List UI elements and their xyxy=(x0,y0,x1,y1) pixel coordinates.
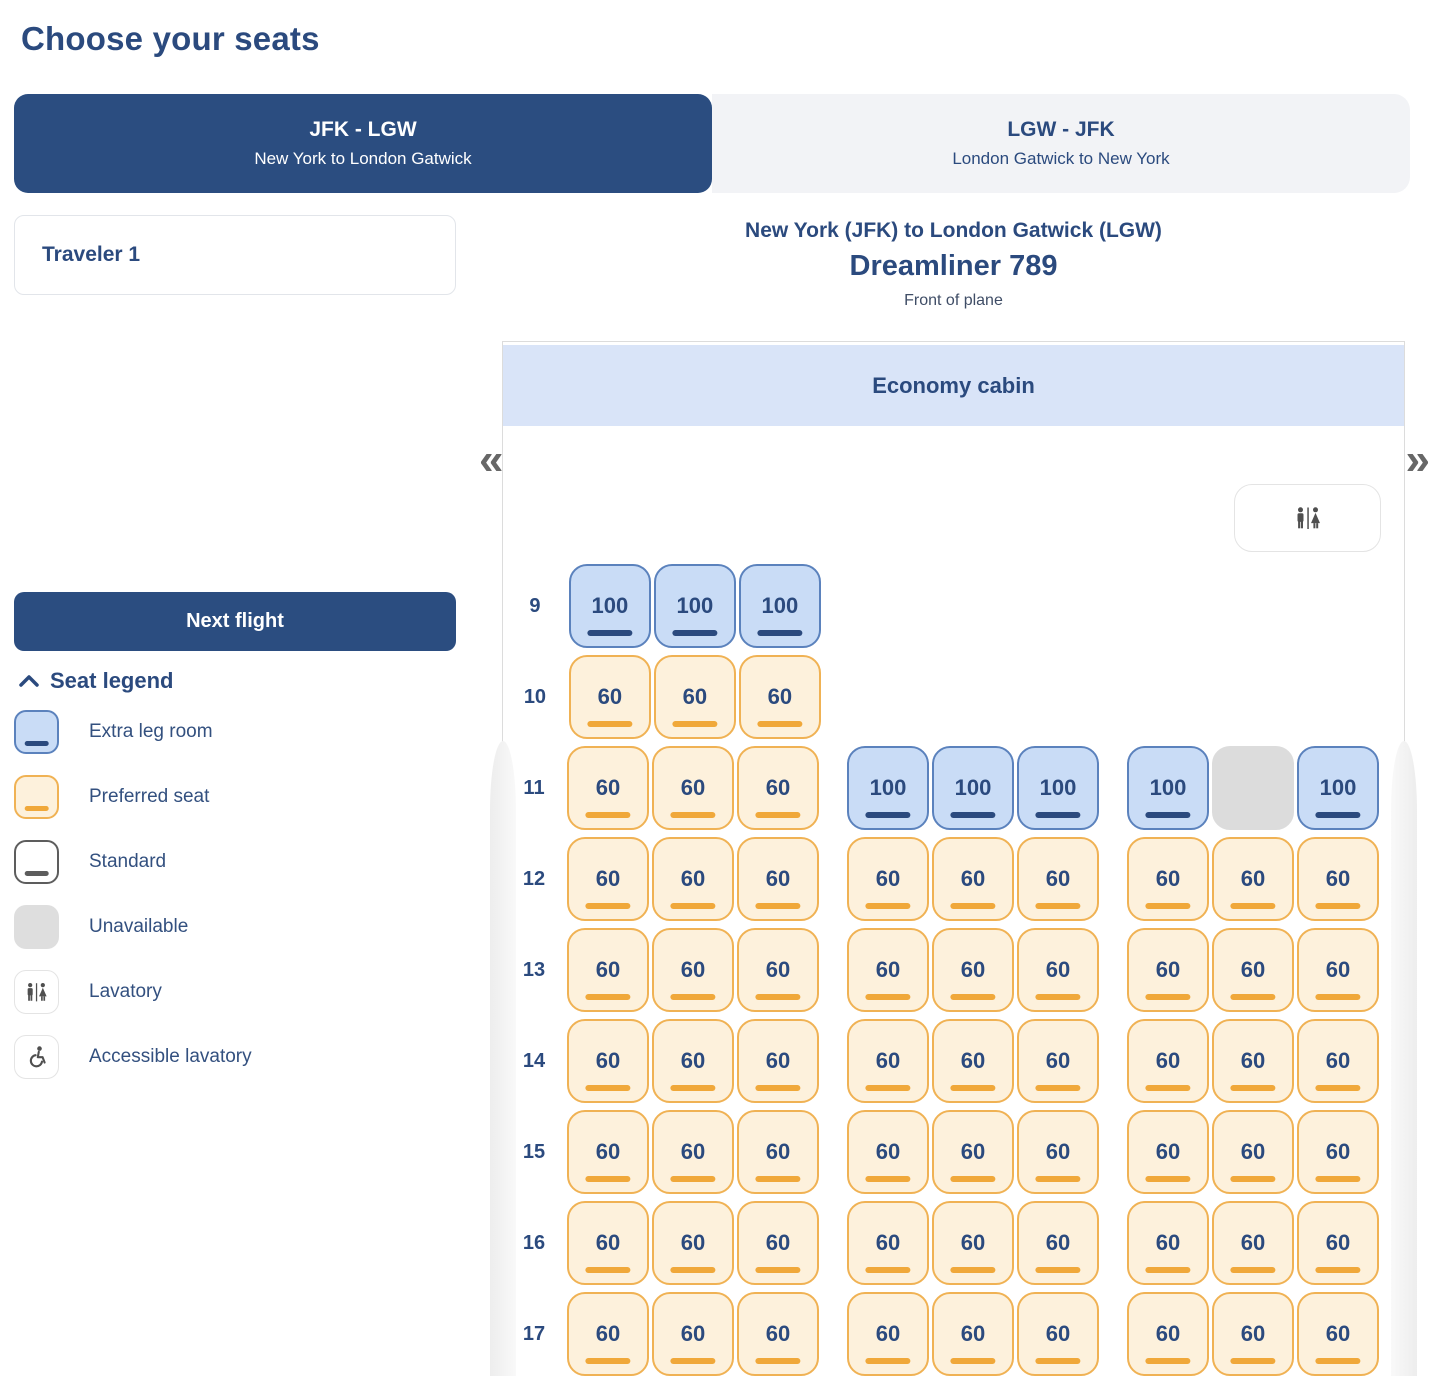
seat-group xyxy=(847,746,1099,830)
seat-bar xyxy=(755,994,800,1000)
seat-bar xyxy=(585,1085,630,1091)
wheelchair-icon xyxy=(14,1035,59,1079)
seat-bar xyxy=(670,1267,715,1273)
seat[interactable] xyxy=(932,928,1014,1012)
seat[interactable] xyxy=(652,1110,734,1194)
tab-code: LGW - JFK xyxy=(1007,118,1115,141)
seat-group xyxy=(567,1110,819,1194)
seat-bar xyxy=(1145,994,1190,1000)
seat[interactable] xyxy=(847,1201,929,1285)
seat-price: 60 xyxy=(765,866,791,891)
seat[interactable] xyxy=(737,1019,819,1103)
seat-price: 60 xyxy=(1325,1230,1351,1255)
tab-lgw-jfk[interactable] xyxy=(712,94,1410,193)
seat-bar xyxy=(670,812,715,818)
seat-price: 100 xyxy=(869,775,907,800)
seat-price: 60 xyxy=(1325,957,1351,982)
map-orientation-label: Front of plane xyxy=(904,292,1003,309)
tab-route: London Gatwick to New York xyxy=(952,149,1170,168)
seat-price: 100 xyxy=(1149,775,1187,800)
map-aircraft-title: Dreamliner 789 xyxy=(849,250,1058,282)
seat-price: 60 xyxy=(1240,1321,1266,1346)
seat-bar xyxy=(1230,903,1275,909)
seat-price: 60 xyxy=(960,957,986,982)
seat-bar xyxy=(865,994,910,1000)
seat-bar xyxy=(587,721,632,727)
restroom-icon xyxy=(1292,506,1324,531)
seat[interactable] xyxy=(737,1201,819,1285)
seat[interactable] xyxy=(932,1292,1014,1376)
seat[interactable] xyxy=(1127,1201,1209,1285)
seat-price: 60 xyxy=(680,866,706,891)
restroom-icon xyxy=(14,970,59,1014)
seat-group xyxy=(1127,746,1379,830)
seat-price: 60 xyxy=(960,866,986,891)
standard-seat-icon xyxy=(14,840,59,884)
seat[interactable] xyxy=(739,655,821,739)
seat[interactable] xyxy=(652,928,734,1012)
seat-price: 60 xyxy=(1155,1321,1181,1346)
seat-price: 60 xyxy=(960,1321,986,1346)
seat-bar xyxy=(1315,994,1360,1000)
seat-bar xyxy=(585,903,630,909)
seat-price: 60 xyxy=(1240,957,1266,982)
seat[interactable] xyxy=(1017,928,1099,1012)
seat-price: 60 xyxy=(765,1230,791,1255)
seat[interactable] xyxy=(1297,837,1379,921)
legend-label: Standard xyxy=(89,851,167,872)
seat-bar xyxy=(950,1267,995,1273)
seat[interactable] xyxy=(932,837,1014,921)
seat-bar xyxy=(585,1267,630,1273)
seat-row xyxy=(521,564,1379,648)
seat-bar xyxy=(755,1085,800,1091)
seat-bar xyxy=(865,1358,910,1364)
seat-bar xyxy=(757,721,802,727)
seat-price: 60 xyxy=(1240,866,1266,891)
seat-price: 60 xyxy=(680,1139,706,1164)
seat-price: 60 xyxy=(765,957,791,982)
seat-group xyxy=(1127,837,1379,921)
seat-price: 60 xyxy=(960,1139,986,1164)
seat-bar xyxy=(1145,1267,1190,1273)
seat-group xyxy=(567,1292,819,1376)
seat[interactable] xyxy=(1017,1292,1099,1376)
seat[interactable] xyxy=(1212,1201,1294,1285)
seat-price: 60 xyxy=(1240,1230,1266,1255)
seat-bar xyxy=(1230,1176,1275,1182)
seat[interactable] xyxy=(652,1019,734,1103)
seat-price: 60 xyxy=(1045,1230,1071,1255)
legend-label: Lavatory xyxy=(89,981,162,1002)
seat-bar xyxy=(1315,903,1360,909)
seat-price: 100 xyxy=(676,593,714,618)
seat-group xyxy=(1127,1201,1379,1285)
seat-bar xyxy=(585,812,630,818)
seat[interactable] xyxy=(569,655,651,739)
legend-label: Preferred seat xyxy=(89,786,210,807)
fuselage-right-edge xyxy=(1391,741,1417,1376)
seat-price: 60 xyxy=(680,1321,706,1346)
seat-bar xyxy=(1315,1358,1360,1364)
seat[interactable] xyxy=(739,564,821,648)
seat-bar xyxy=(1315,1085,1360,1091)
seat-price: 60 xyxy=(1325,866,1351,891)
seat-row xyxy=(521,1019,1379,1103)
legend-item-unavailable xyxy=(14,905,456,949)
seat-bar xyxy=(670,1176,715,1182)
seat-bar xyxy=(950,1176,995,1182)
seat-price: 100 xyxy=(591,593,629,618)
seat-bar xyxy=(755,812,800,818)
page-title: Choose your seats xyxy=(21,20,320,57)
seat-price: 60 xyxy=(1240,1139,1266,1164)
seat[interactable] xyxy=(1017,1110,1099,1194)
seat-bar xyxy=(1145,1358,1190,1364)
seat[interactable] xyxy=(932,1019,1014,1103)
seat[interactable] xyxy=(932,1201,1014,1285)
seat[interactable] xyxy=(652,837,734,921)
seat[interactable] xyxy=(847,1110,929,1194)
row-number: 11 xyxy=(523,776,545,799)
seat[interactable] xyxy=(1127,1019,1209,1103)
seat-bar xyxy=(950,812,995,818)
seat[interactable] xyxy=(567,1110,649,1194)
seat-row xyxy=(521,837,1379,921)
tab-code: JFK - LGW xyxy=(309,118,417,141)
seat-row xyxy=(521,1110,1379,1194)
seat[interactable] xyxy=(1017,837,1099,921)
seat-price: 60 xyxy=(765,1048,791,1073)
seat[interactable] xyxy=(1212,837,1294,921)
seat[interactable] xyxy=(1127,1292,1209,1376)
legend-item-extra-leg-room xyxy=(14,710,456,754)
seat-bar xyxy=(585,1176,630,1182)
seat-bar xyxy=(950,1358,995,1364)
seat-bar xyxy=(1145,1176,1190,1182)
seat-unavailable xyxy=(1212,746,1294,830)
row-number: 9 xyxy=(529,594,541,617)
seat[interactable] xyxy=(1017,1201,1099,1285)
seat-bar xyxy=(1315,812,1360,818)
legend-item-lavatory xyxy=(14,970,456,1014)
seat-legend xyxy=(14,668,456,1100)
seat-row xyxy=(521,928,1379,1012)
seat[interactable] xyxy=(567,1292,649,1376)
legend-item-accessible-lavatory xyxy=(14,1035,456,1079)
seat-bar xyxy=(1230,1267,1275,1273)
seat[interactable] xyxy=(1297,928,1379,1012)
seat-bar xyxy=(1035,1267,1080,1273)
seat-bar xyxy=(587,630,632,636)
seat-price: 60 xyxy=(1155,866,1181,891)
seat-price: 60 xyxy=(875,957,901,982)
seat-price: 60 xyxy=(1045,1139,1071,1164)
seat[interactable] xyxy=(737,928,819,1012)
seat[interactable] xyxy=(1127,1110,1209,1194)
seat-price: 60 xyxy=(765,1321,791,1346)
seat-bar xyxy=(865,812,910,818)
seat-bar xyxy=(585,994,630,1000)
seat[interactable] xyxy=(567,1201,649,1285)
seat-legend-title: Seat legend xyxy=(50,668,174,693)
seat[interactable] xyxy=(654,655,736,739)
seat[interactable] xyxy=(652,1292,734,1376)
seat[interactable] xyxy=(1212,928,1294,1012)
flight-tabs xyxy=(14,94,1410,193)
seat-group xyxy=(567,1019,819,1103)
seat-price: 60 xyxy=(682,684,708,709)
seat-group xyxy=(847,1201,1099,1285)
seat-bar xyxy=(755,1358,800,1364)
seat-bar xyxy=(1035,903,1080,909)
chevron-up-icon xyxy=(18,674,40,688)
seat-price: 60 xyxy=(767,684,793,709)
row-number: 16 xyxy=(522,1231,546,1254)
fuselage-left-edge xyxy=(490,741,516,1376)
seat[interactable] xyxy=(847,928,929,1012)
seat-price: 60 xyxy=(1045,957,1071,982)
seat-price: 60 xyxy=(680,775,706,800)
seat-bar xyxy=(950,1085,995,1091)
seat-bar xyxy=(865,1176,910,1182)
map-route-header: New York (JFK) to London Gatwick (LGW) xyxy=(745,219,1162,242)
seat-row xyxy=(521,655,1379,739)
legend-label: Extra leg room xyxy=(89,721,213,742)
seat-price: 60 xyxy=(595,866,621,891)
seat[interactable] xyxy=(737,1292,819,1376)
seat-group xyxy=(569,655,821,739)
seat-bar xyxy=(865,903,910,909)
seat[interactable] xyxy=(1017,746,1099,830)
seat[interactable] xyxy=(847,746,929,830)
seat-row xyxy=(521,746,1379,830)
seat-price: 60 xyxy=(960,1048,986,1073)
seat-bar xyxy=(755,1176,800,1182)
seat-bar xyxy=(950,903,995,909)
seat[interactable] xyxy=(932,746,1014,830)
seat-price: 100 xyxy=(1039,775,1077,800)
seat-bar xyxy=(1035,1085,1080,1091)
seat-bar xyxy=(865,1267,910,1273)
seat[interactable] xyxy=(567,1019,649,1103)
seat[interactable] xyxy=(847,837,929,921)
tab-jfk-lgw[interactable] xyxy=(14,94,712,193)
seat-price: 60 xyxy=(875,1230,901,1255)
seat-price: 100 xyxy=(954,775,992,800)
seat-group xyxy=(1127,1292,1379,1376)
seat-bar xyxy=(585,1358,630,1364)
seat[interactable] xyxy=(847,1019,929,1103)
seat[interactable] xyxy=(1297,1201,1379,1285)
seat-group xyxy=(847,1292,1099,1376)
seat[interactable] xyxy=(737,746,819,830)
seat-rows xyxy=(521,564,1379,1376)
row-number: 15 xyxy=(522,1140,546,1163)
seat-price: 60 xyxy=(960,1230,986,1255)
traveler-label: Traveler 1 xyxy=(42,243,141,266)
seat-price: 100 xyxy=(761,593,799,618)
seat-group xyxy=(847,1110,1099,1194)
seat-bar xyxy=(1315,1176,1360,1182)
economy-cabin-banner: Economy cabin xyxy=(503,345,1404,426)
seat-bar xyxy=(1230,994,1275,1000)
seat-bar xyxy=(670,1358,715,1364)
seat[interactable] xyxy=(1127,837,1209,921)
scroll-left-icon[interactable]: « xyxy=(479,435,504,484)
seat[interactable] xyxy=(932,1110,1014,1194)
seat-group xyxy=(1127,928,1379,1012)
seat[interactable] xyxy=(567,746,649,830)
seat-price: 60 xyxy=(1155,957,1181,982)
seat-price: 60 xyxy=(595,1230,621,1255)
seat[interactable] xyxy=(1297,1110,1379,1194)
seat-group xyxy=(847,837,1099,921)
seat-bar xyxy=(1145,903,1190,909)
seat-price: 60 xyxy=(595,1139,621,1164)
seat[interactable] xyxy=(1297,1019,1379,1103)
row-number: 14 xyxy=(522,1049,546,1072)
seat[interactable] xyxy=(1212,1292,1294,1376)
seat-price: 60 xyxy=(1325,1048,1351,1073)
unavailable-seat-icon xyxy=(14,905,59,949)
seat-price: 60 xyxy=(595,957,621,982)
seat-row xyxy=(521,1292,1379,1376)
seat[interactable] xyxy=(1017,1019,1099,1103)
seat-price: 60 xyxy=(765,1139,791,1164)
seat[interactable] xyxy=(654,564,736,648)
seat[interactable] xyxy=(1212,1019,1294,1103)
seat-group xyxy=(567,746,819,830)
seat-price: 60 xyxy=(875,1321,901,1346)
seat-map-panel xyxy=(479,341,1430,1376)
seat-price: 60 xyxy=(1155,1230,1181,1255)
legend-label: Accessible lavatory xyxy=(89,1046,252,1067)
seat-price: 60 xyxy=(595,775,621,800)
seat-bar xyxy=(670,1085,715,1091)
seat[interactable] xyxy=(652,746,734,830)
tab-route: New York to London Gatwick xyxy=(254,149,472,168)
seat-row xyxy=(521,1201,1379,1285)
seat-group xyxy=(567,837,819,921)
seat-price: 60 xyxy=(680,1048,706,1073)
seat-bar xyxy=(755,1267,800,1273)
lavatory-button xyxy=(1234,484,1381,552)
seat[interactable] xyxy=(1127,746,1209,830)
seat-legend-header[interactable] xyxy=(18,668,456,694)
row-number: 13 xyxy=(522,958,546,981)
seat-bar xyxy=(950,994,995,1000)
seat[interactable] xyxy=(567,928,649,1012)
seat-price: 60 xyxy=(1045,1048,1071,1073)
map-header xyxy=(502,219,1405,310)
seat-price: 60 xyxy=(875,1139,901,1164)
next-flight-button[interactable]: Next flight xyxy=(14,592,456,651)
seat-price: 60 xyxy=(765,775,791,800)
seat-group xyxy=(569,564,821,648)
row-number: 10 xyxy=(523,685,547,708)
seat-group xyxy=(567,928,819,1012)
seat-bar xyxy=(670,994,715,1000)
seat-bar xyxy=(755,903,800,909)
seat-price: 60 xyxy=(595,1321,621,1346)
traveler-card[interactable] xyxy=(14,215,456,295)
seat[interactable] xyxy=(1297,1292,1379,1376)
seat[interactable] xyxy=(1212,1110,1294,1194)
seat-price: 60 xyxy=(1325,1321,1351,1346)
seat-bar xyxy=(1035,1176,1080,1182)
legend-item-preferred-seat xyxy=(14,775,456,819)
seat-bar xyxy=(1315,1267,1360,1273)
seat-bar xyxy=(865,1085,910,1091)
seat-price: 60 xyxy=(1325,1139,1351,1164)
seat[interactable] xyxy=(847,1292,929,1376)
seat-price: 60 xyxy=(875,1048,901,1073)
seat-bar xyxy=(670,903,715,909)
seat[interactable] xyxy=(569,564,651,648)
seat-group xyxy=(847,1019,1099,1103)
seat-group xyxy=(1127,1019,1379,1103)
seat-bar xyxy=(672,721,717,727)
seat-bar xyxy=(757,630,802,636)
seat-bar xyxy=(1035,994,1080,1000)
seat-group xyxy=(847,928,1099,1012)
seat[interactable] xyxy=(737,837,819,921)
legend-label: Unavailable xyxy=(89,916,189,937)
seat[interactable] xyxy=(652,1201,734,1285)
scroll-right-icon[interactable]: » xyxy=(1405,435,1430,484)
extra-leg-room-seat-icon xyxy=(14,710,59,754)
row-number: 12 xyxy=(522,867,546,890)
seat[interactable] xyxy=(737,1110,819,1194)
seat-price: 60 xyxy=(597,684,623,709)
seat[interactable] xyxy=(1127,928,1209,1012)
seat-price: 100 xyxy=(1319,775,1357,800)
preferred-seat-icon xyxy=(14,775,59,819)
seat-bar xyxy=(1035,812,1080,818)
seat-bar xyxy=(1230,1085,1275,1091)
seat-price: 60 xyxy=(680,957,706,982)
seat-price: 60 xyxy=(680,1230,706,1255)
seat-bar xyxy=(1145,812,1190,818)
seat-price: 60 xyxy=(1045,866,1071,891)
seat-bar xyxy=(1035,1358,1080,1364)
seat-price: 60 xyxy=(1155,1139,1181,1164)
seat-price: 60 xyxy=(1240,1048,1266,1073)
seat-price: 60 xyxy=(595,1048,621,1073)
seat-group xyxy=(1127,1110,1379,1194)
seat-bar xyxy=(672,630,717,636)
seat-bar xyxy=(1145,1085,1190,1091)
legend-item-standard xyxy=(14,840,456,884)
seat-bar xyxy=(1230,1358,1275,1364)
seat-price: 60 xyxy=(875,866,901,891)
seat-price: 60 xyxy=(1155,1048,1181,1073)
seat[interactable] xyxy=(1297,746,1379,830)
seat-price: 60 xyxy=(1045,1321,1071,1346)
seat[interactable] xyxy=(567,837,649,921)
row-number: 17 xyxy=(522,1322,546,1345)
seat-group xyxy=(567,1201,819,1285)
